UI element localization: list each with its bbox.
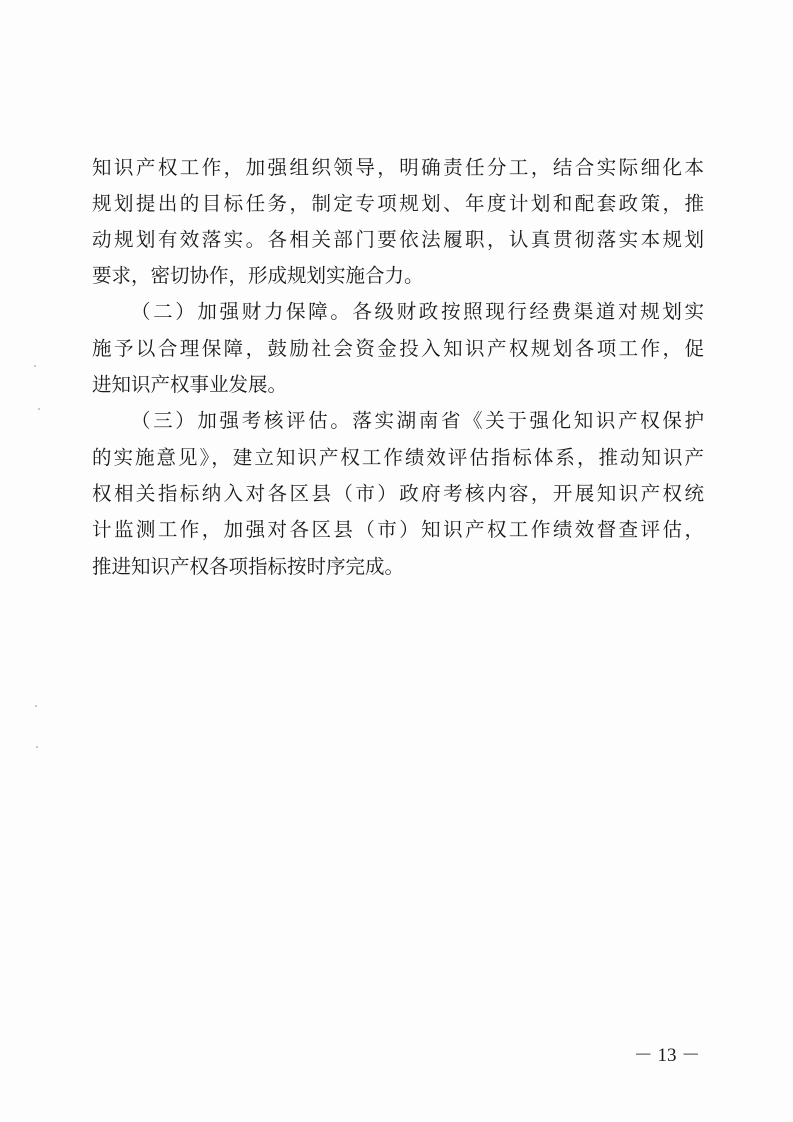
text-line: 进知识产权事业发展。 <box>92 373 288 396</box>
text-line: （二）加强财力保障。各级财政按照现行经费渠道对规划实 <box>131 300 704 323</box>
page-number: － 13 － <box>633 1045 701 1066</box>
scan-speck <box>38 408 40 410</box>
text-line: 的实施意见》，建立知识产权工作绩效评估指标体系，推动知识产 <box>92 446 704 469</box>
text-line: 权相关指标纳入对各区县（市）政府考核内容，开展知识产权统 <box>92 482 704 505</box>
scan-speck <box>35 705 37 707</box>
text-line: （三）加强考核评估。落实湖南省《关于强化知识产权保护 <box>131 409 704 432</box>
scan-speck <box>36 746 38 748</box>
text-line: 要求，密切协作，形成规划实施合力。 <box>92 264 424 287</box>
text-line: 推进知识产权各项指标按时序完成。 <box>92 555 405 578</box>
text-line: 动规划有效落实。各相关部门要依法履职，认真贯彻落实本规划 <box>92 228 704 251</box>
text-line: 规划提出的目标任务，制定专项规划、年度计划和配套政策，推 <box>92 192 704 215</box>
text-line: 知识产权工作，加强组织领导，明确责任分工，结合实际细化本 <box>92 156 704 179</box>
text-line: 计监测工作，加强对各区县（市）知识产权工作绩效督查评估， <box>92 518 704 541</box>
scan-speck <box>34 365 36 367</box>
text-line: 施予以合理保障，鼓励社会资金投入知识产权规划各项工作，促 <box>92 337 704 360</box>
